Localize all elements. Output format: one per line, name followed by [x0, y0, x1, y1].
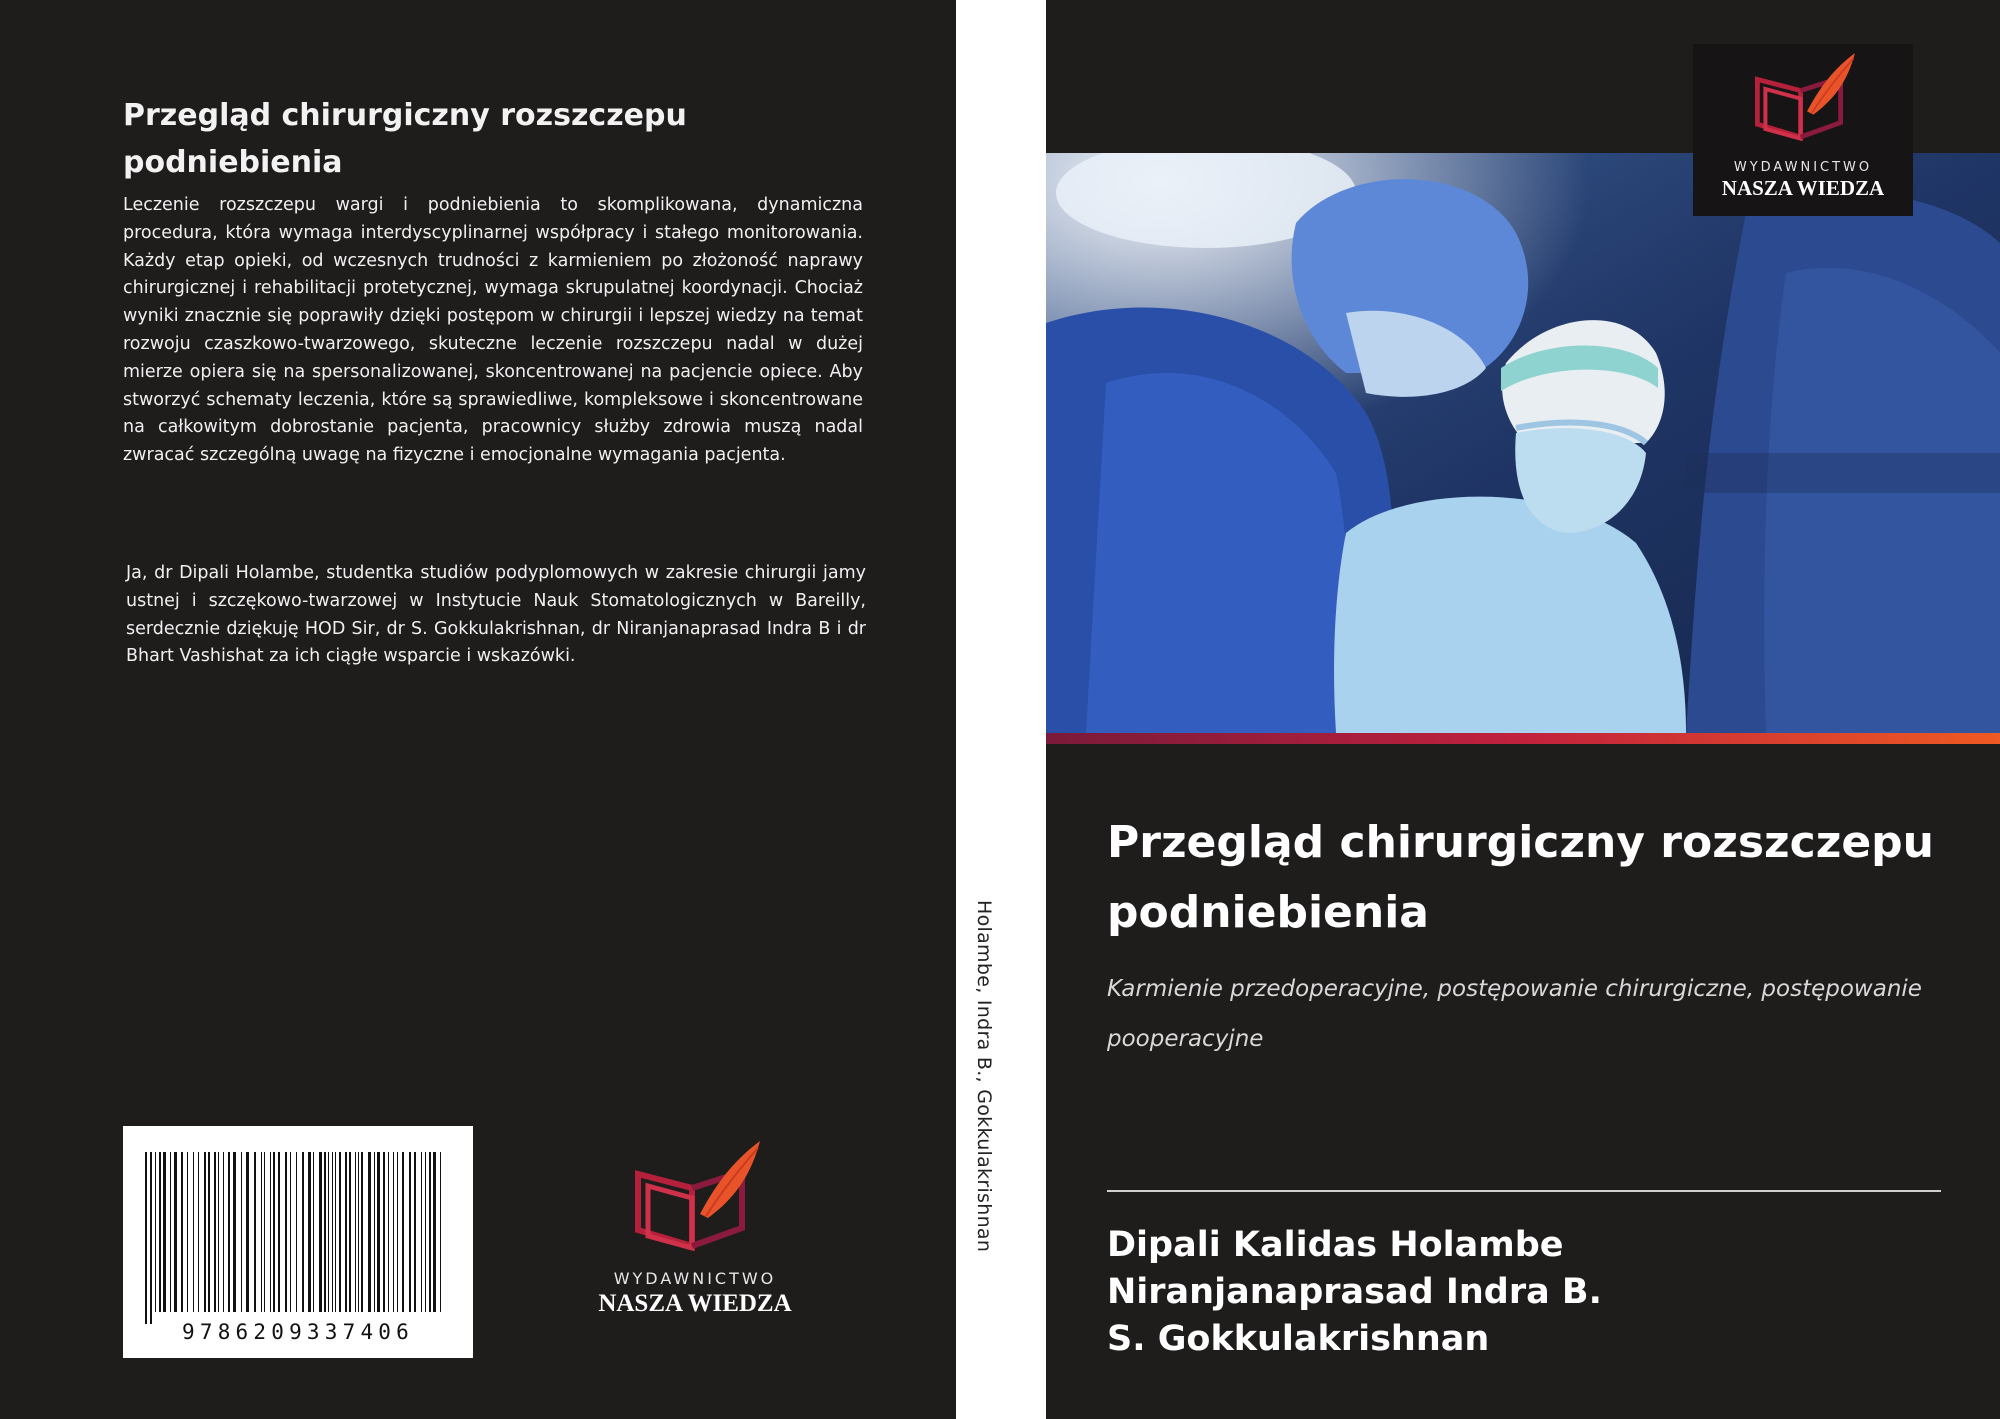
barcode-bar [409, 1152, 411, 1312]
barcode-bar [170, 1152, 171, 1312]
barcode-bar [241, 1152, 242, 1312]
barcode-bar [302, 1152, 304, 1312]
publisher-logo-front [1693, 44, 1913, 216]
barcode-bar [155, 1152, 156, 1312]
book-quill-icon [620, 1136, 770, 1261]
barcode-bar [383, 1152, 385, 1312]
barcode-bar [440, 1152, 441, 1312]
barcode-bar [228, 1152, 230, 1312]
author-name: Dipali Kalidas Holambe [1107, 1225, 1564, 1265]
spine-authors: Holambe, Indra B., Gokkulakrishnan [973, 900, 995, 1253]
barcode-bar [425, 1152, 426, 1312]
author-list [1107, 1222, 1602, 1363]
barcode-bar [208, 1152, 210, 1312]
barcode-bar [313, 1152, 314, 1312]
barcode-bar [193, 1152, 194, 1312]
barcode-bar [433, 1152, 436, 1312]
barcode-bar [308, 1152, 311, 1312]
publisher-logo-line1: WYDAWNICTWO [613, 1269, 777, 1288]
author-divider [1107, 1190, 1941, 1192]
barcode-bar [355, 1152, 356, 1312]
barcode-bar [181, 1152, 183, 1312]
back-cover-title: Przegląd chirurgiczny rozszczepu podniebienia [123, 98, 687, 180]
barcode-bar [393, 1152, 394, 1312]
back-cover [0, 0, 956, 1419]
barcode-bar [361, 1152, 363, 1312]
barcode-bar [150, 1152, 152, 1324]
back-cover-acknowledgement: Ja, dr Dipali Holambe, studentka studiów podyplomowych w zakresie chirurgii jamy ustnej i szczękowo-twarzowej w Instytucie Nauk Stomatologicznych w Bareilly, serdecznie dziękuję HOD Sir, dr S. Gokkulakrishnan, dr Niranjanaprasad Indra B i dr Bhart Vashishat za ich ciągłe wsparcie i wskazówki. [126, 563, 866, 667]
barcode-bar [328, 1152, 329, 1312]
barcode-bar [254, 1152, 256, 1312]
surgeons-photo-illustration [1046, 153, 2000, 733]
barcode-bar [339, 1152, 341, 1312]
barcode-bar [163, 1152, 166, 1312]
barcode-bar [324, 1152, 326, 1312]
barcode-bar [388, 1152, 389, 1312]
barcode-bar [332, 1152, 333, 1312]
barcode-bar [345, 1152, 347, 1312]
barcode-bar [290, 1152, 291, 1312]
back-cover-description: Leczenie rozszczepu wargi i podniebienia to skomplikowana, dynamiczna procedura, która wymaga interdyscyplinarnej współpracy i stałego monitorowania. Każdy etap opieki, od wczesnych trudności z karmieniem po złożoność naprawy chirurgicznej i rehabilitacji protetycznej, wymaga skrupulatnej koordynacji. Chociaż wyniki znacznie się poprawiły dzięki postępom w chirurgii i lepszej wiedzy na temat rozwoju czaszkowo-twarzowego, skuteczne leczenie rozszczepu nadal w dużej mierze opiera się na spersonalizowanej, skoncentrowanej na pacjencie opiece. Aby stworzyć schematy leczenia, które są sprawiedliwe, kompleksowe i skoncentrowane na całkowitym dobrostanie pacjenta, pracownicy służby zdrowia muszą nadal zwracać szczególną uwagę na fizyczne i emocjonalne wymagania pacjenta. [123, 195, 863, 466]
barcode-bar [296, 1152, 297, 1312]
barcode-bar [421, 1152, 422, 1312]
isbn-barcode [123, 1126, 473, 1358]
barcode-bar [159, 1152, 161, 1312]
author-name: S. Gokkulakrishnan [1107, 1319, 1490, 1359]
barcode-bar [270, 1152, 271, 1312]
barcode-bar [233, 1152, 236, 1312]
barcode-bar [319, 1152, 322, 1312]
barcode-bar [358, 1152, 359, 1312]
barcode-bar [374, 1152, 375, 1312]
barcode-bar [214, 1152, 216, 1312]
barcode-bar [285, 1152, 287, 1312]
barcode-digits: 9786209337406 [182, 1320, 414, 1344]
spine [956, 0, 1046, 1419]
barcode-bar [429, 1152, 431, 1312]
book-quill-icon [1743, 44, 1863, 154]
surgeons-operating-photo [1046, 153, 2000, 733]
barcode-bar [187, 1152, 188, 1312]
barcode-bar [278, 1152, 280, 1312]
barcode-bar [145, 1152, 147, 1324]
barcode-bar [261, 1152, 262, 1312]
barcode-bar [397, 1152, 398, 1312]
publisher-logo-line2: NASZA WIEDZA [1721, 176, 1885, 200]
author-name: Niranjanaprasad Indra B. [1107, 1272, 1602, 1312]
barcode-bar [204, 1152, 206, 1312]
front-cover-subtitle: Karmienie przedoperacyjne, postępowanie chirurgiczne, postępowanie pooperacyjne [1107, 976, 1922, 1052]
barcode-bar [335, 1152, 336, 1312]
accent-stripe [1046, 733, 2000, 744]
front-cover-title: Przegląd chirurgiczny rozszczepu podniebienia [1107, 817, 1934, 938]
barcode-bar [273, 1152, 275, 1312]
barcode-bar [402, 1152, 404, 1312]
barcode-bar [264, 1152, 265, 1312]
barcode-bar [218, 1152, 219, 1312]
publisher-logo-line2: NASZA WIEDZA [598, 1290, 792, 1317]
barcode-bar [368, 1152, 371, 1312]
barcode-bar [414, 1152, 416, 1312]
barcode-bars [123, 1126, 473, 1326]
barcode-bar [377, 1152, 380, 1312]
publisher-logo-line1: WYDAWNICTWO [1733, 160, 1873, 175]
barcode-bar [174, 1152, 177, 1312]
publisher-logo-back [575, 1136, 815, 1318]
barcode-bar [223, 1152, 224, 1312]
barcode-bar [246, 1152, 249, 1312]
barcode-bar [349, 1152, 351, 1312]
barcode-bar [198, 1152, 199, 1312]
